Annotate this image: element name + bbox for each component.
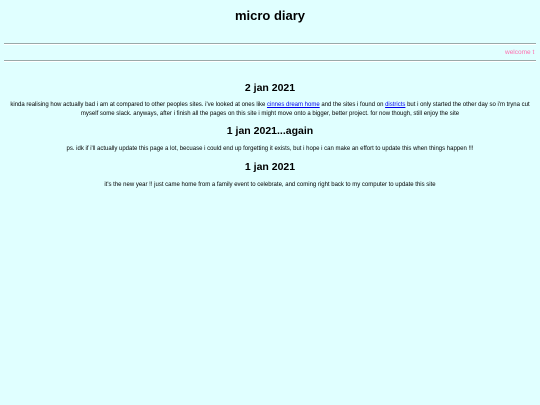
entry-text: ps. idk if i'll actually update this page a lot, becuase i could end up forgetting it exists, but i hope i can make an effort to update this when things happen !!!	[66, 146, 474, 152]
entry-text: it's the new year !! just came home from a family event to celebrate, and coming right back to my computer to update this site	[104, 182, 436, 188]
welcome-marquee	[4, 47, 536, 59]
page-title: micro diary	[234, 8, 306, 23]
entry-date: 1 jan 2021	[244, 161, 296, 173]
entry-date: 1 jan 2021...again	[226, 125, 314, 137]
divider-bottom	[4, 60, 536, 62]
entry-text	[4, 101, 536, 119]
cinnes-dream-home-link[interactable]: cinnes dream home	[266, 102, 320, 108]
districts-link[interactable]: districts	[385, 102, 406, 108]
marquee-text: welcome t	[505, 49, 535, 56]
entry-text-part: and the sites i found on	[319, 102, 386, 108]
entry-date: 2 jan 2021	[244, 82, 296, 94]
entry-text-part: but i only started the other day so i'm tryna cut myself some slack. anyways, after i finish all the pages on this site i might move onto a bigger, better project. for now though, still enjoy the site	[80, 102, 530, 117]
divider-top	[4, 43, 536, 45]
entry-text-part: kinda realising how actually bad i am at compared to other peoples sites. i've looked at ones like	[10, 102, 267, 108]
